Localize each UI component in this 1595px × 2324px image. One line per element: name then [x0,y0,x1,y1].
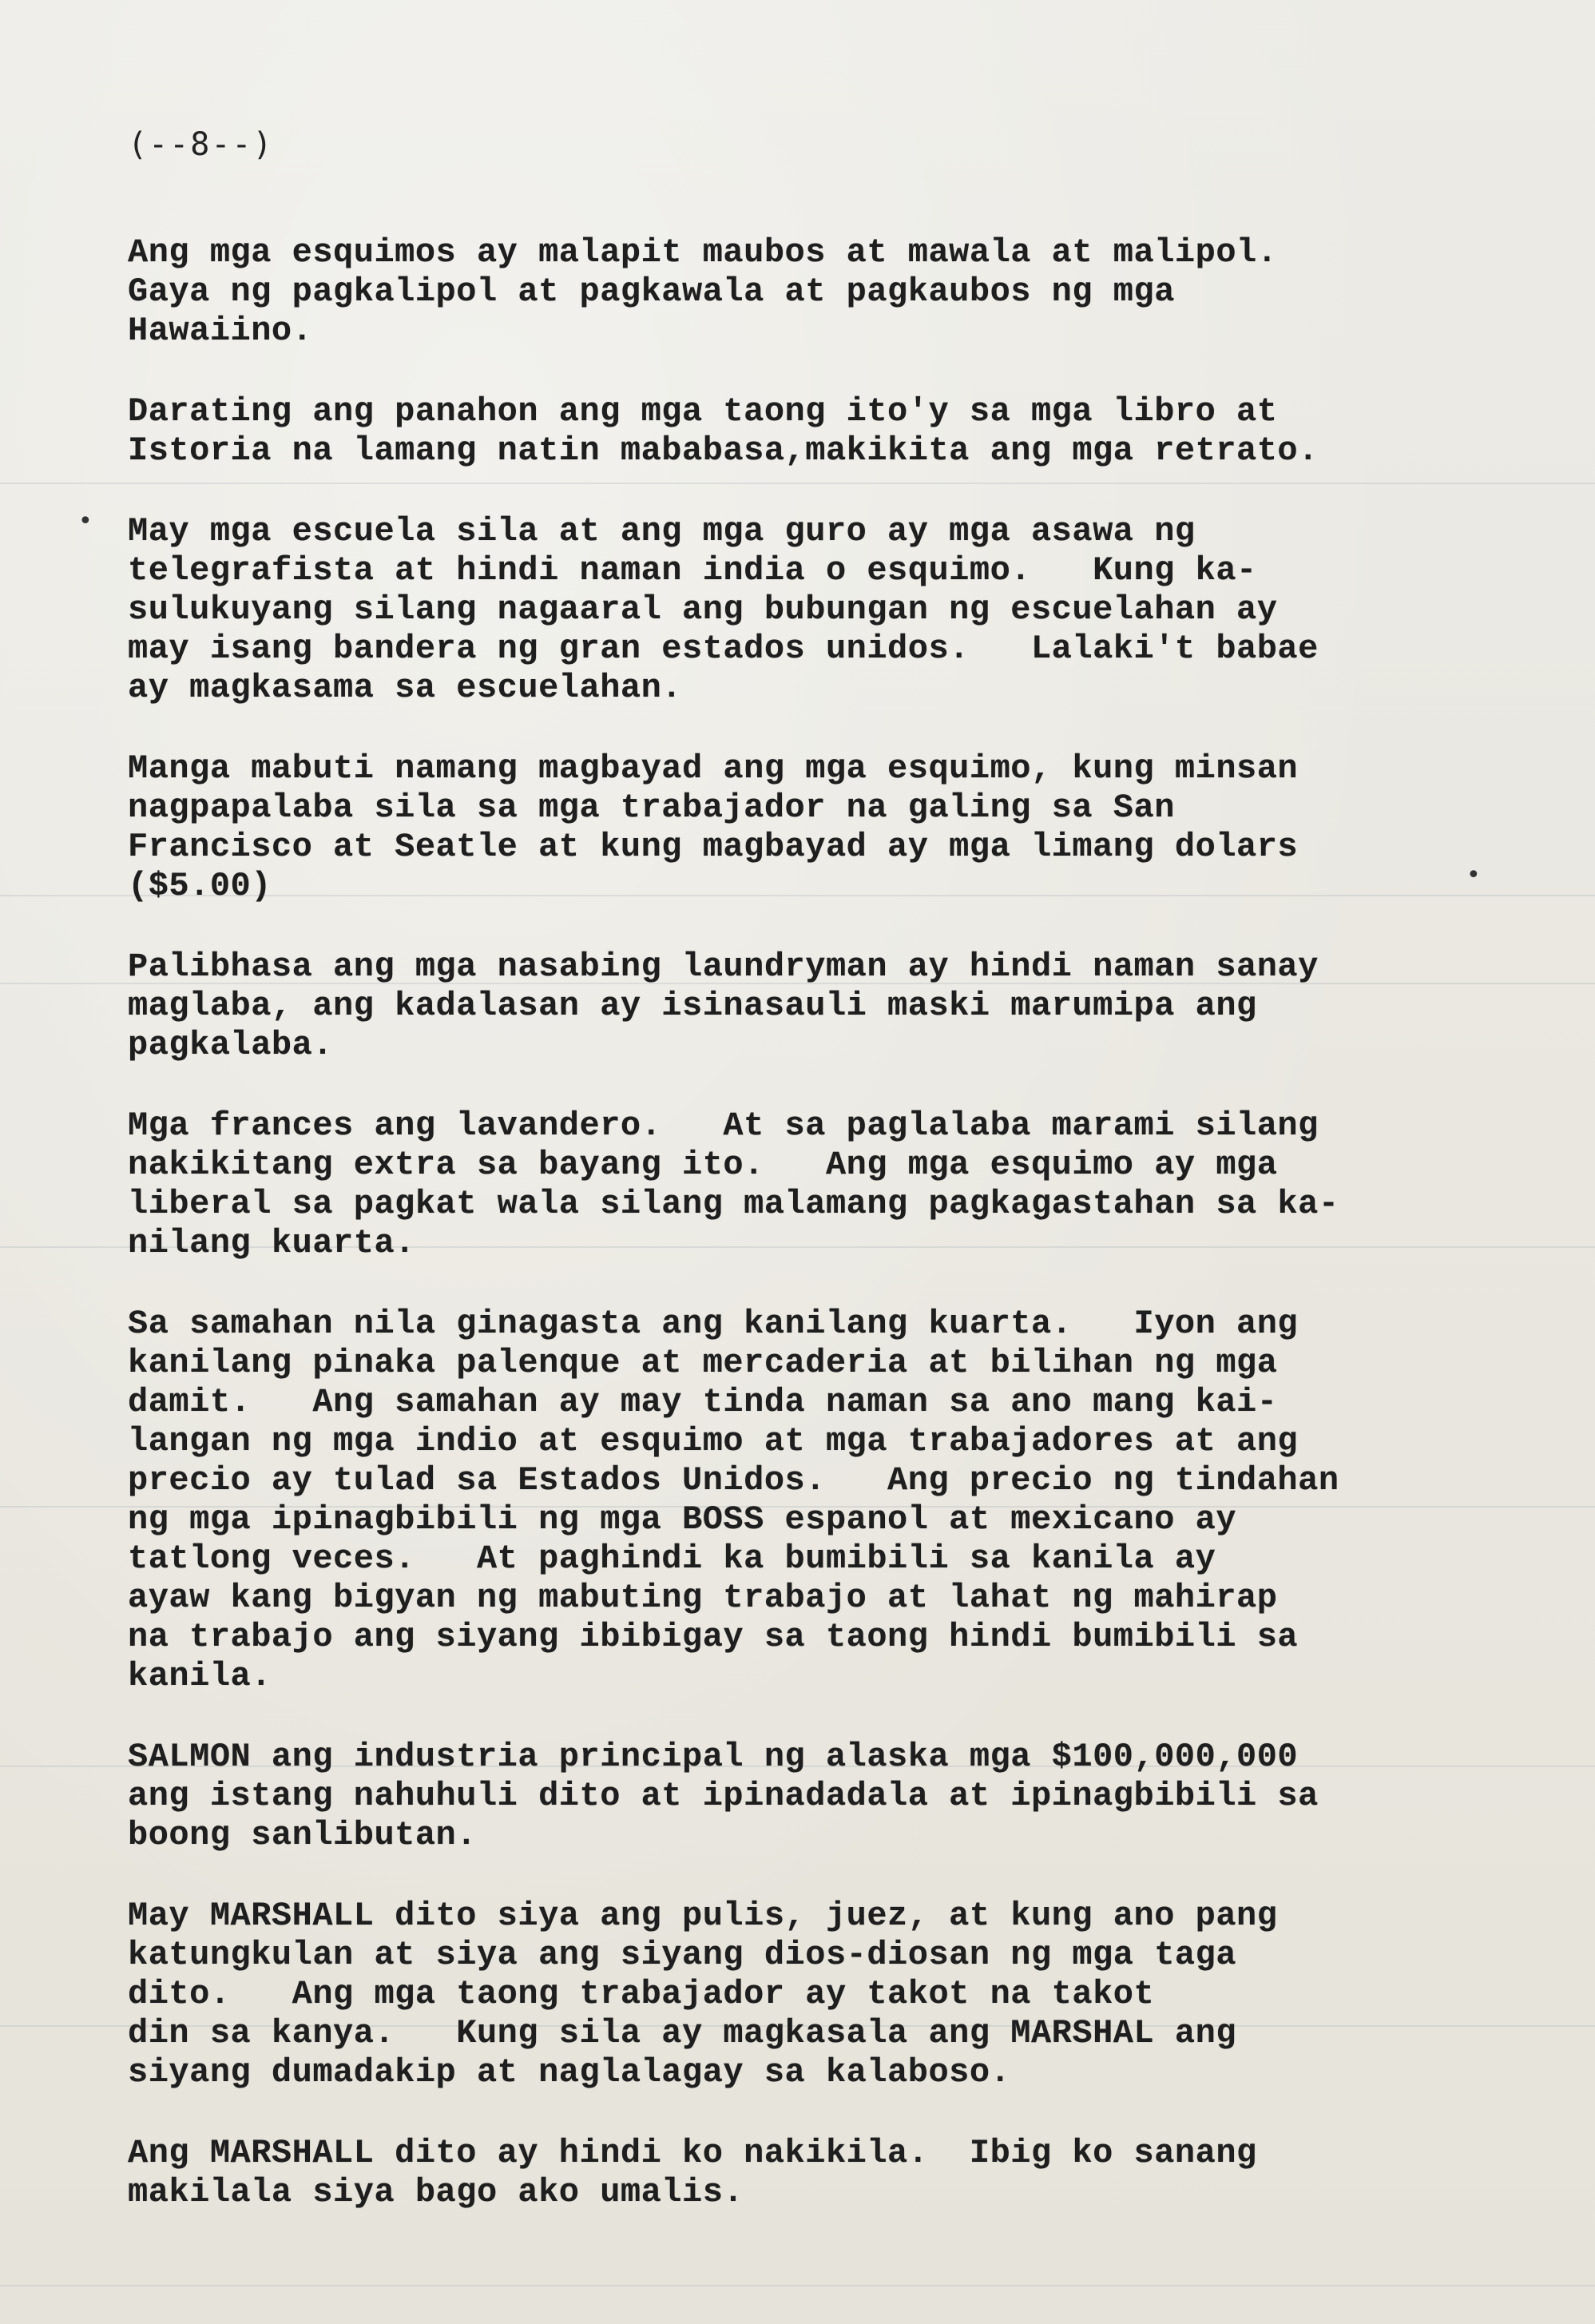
text-line: langan ng mga indio at esquimo at mga trabajadores at ang [128,1422,1299,1460]
text-line: maglaba, ang kadalasan ay isinasauli maski marumipa ang [128,987,1257,1025]
text-line: Gaya ng pagkalipol at pagkawala at pagkaubos ng mga [128,272,1175,311]
text-line: kanila. [128,1657,272,1695]
text-line: Istoria na lamang natin mababasa,makikita ang mga retrato. [128,431,1319,470]
text-line: ayaw kang bigyan ng mabuting trabajo at lahat ng mahirap [128,1579,1278,1617]
text-line: telegrafista at hindi naman india o esquimo. Kung ka- [128,551,1257,590]
text-line: boong sanlibutan. [128,1816,477,1854]
paragraph [128,1106,1502,1263]
margin-mark: • [1466,861,1481,889]
text-line: ay magkasama sa escuelahan. [128,669,683,707]
text-line: precio ay tulad sa Estados Unidos. Ang precio ng tindahan [128,1461,1339,1500]
text-line: Hawaiino. [128,312,313,350]
text-line: May mga escuela sila at ang mga guro ay mga asawa ng [128,512,1196,550]
text-line: pagkalaba. [128,1026,334,1064]
text-line: Mga frances ang lavandero. At sa paglalaba marami silang [128,1106,1319,1145]
text-line: sulukuyang silang nagaaral ang bubungan ng escuelahan ay [128,590,1278,629]
paragraph [128,392,1502,471]
text-line: kanilang pinaka palenque at mercaderia at bilihan ng mga [128,1344,1278,1382]
paper-rule [0,2285,1595,2286]
margin-mark: • [78,507,93,535]
text-line: din sa kanya. Kung sila ay magkasala ang MARSHAL ang [128,2014,1237,2052]
paragraph [128,1897,1502,2092]
text-line: may isang bandera ng gran estados unidos. Lalaki't babae [128,630,1319,668]
document-body [128,233,1502,2254]
text-line: nagpapalaba sila sa mga trabajador na galing sa San [128,789,1175,827]
text-line: siyang dumadakip at naglalagay sa kalaboso. [128,2053,1011,2092]
text-line: katungkulan at siya ang siyang dios-diosan ng mga taga [128,1936,1237,1974]
paragraph [128,1305,1502,1696]
text-line: Manga mabuti namang magbayad ang mga esquimo, kung minsan [128,749,1299,788]
text-line: tatlong veces. At paghindi ka bumibili sa kanila ay [128,1539,1216,1578]
text-line: damit. Ang samahan ay may tinda naman sa ano mang kai- [128,1383,1278,1421]
paragraph [128,947,1502,1065]
text-line: SALMON ang industria principal ng alaska mga $100,000,000 [128,1738,1299,1776]
text-line: Francisco at Seatle at kung magbayad ay mga limang dolars [128,828,1299,866]
paragraph [128,512,1502,708]
text-line: Palibhasa ang mga nasabing laundryman ay hindi naman sanay [128,947,1319,986]
text-line: Darating ang panahon ang mga taong ito'y sa mga libro at [128,392,1278,431]
paragraph [128,2134,1502,2212]
text-line: nakikitang extra sa bayang ito. Ang mga esquimo ay mga [128,1146,1278,1184]
text-line: May MARSHALL dito siya ang pulis, juez, at kung ano pang [128,1897,1278,1935]
text-line: ang istang nahuhuli dito at ipinadadala at ipinagbibili sa [128,1777,1319,1815]
text-line: Sa samahan nila ginagasta ang kanilang kuarta. Iyon ang [128,1305,1299,1343]
text-line: liberal sa pagkat wala silang malamang pagkagastahan sa ka- [128,1185,1339,1223]
text-line: na trabajo ang siyang ibibigay sa taong hindi bumibili sa [128,1618,1299,1656]
page-number: (--8--) [128,126,274,163]
text-line: makilala siya bago ako umalis. [128,2173,744,2211]
text-line: ($5.00) [128,867,272,905]
text-line: Ang MARSHALL dito ay hindi ko nakikila. Ibig ko sanang [128,2134,1257,2172]
paragraph [128,233,1502,351]
paragraph [128,1738,1502,1855]
text-line: nilang kuarta. [128,1224,415,1262]
text-line: ng mga ipinagbibili ng mga BOSS espanol at mexicano ay [128,1500,1237,1539]
text-line: Ang mga esquimos ay malapit maubos at mawala at malipol. [128,233,1278,272]
paragraph [128,749,1502,906]
text-line: dito. Ang mga taong trabajador ay takot na takot [128,1975,1155,2013]
